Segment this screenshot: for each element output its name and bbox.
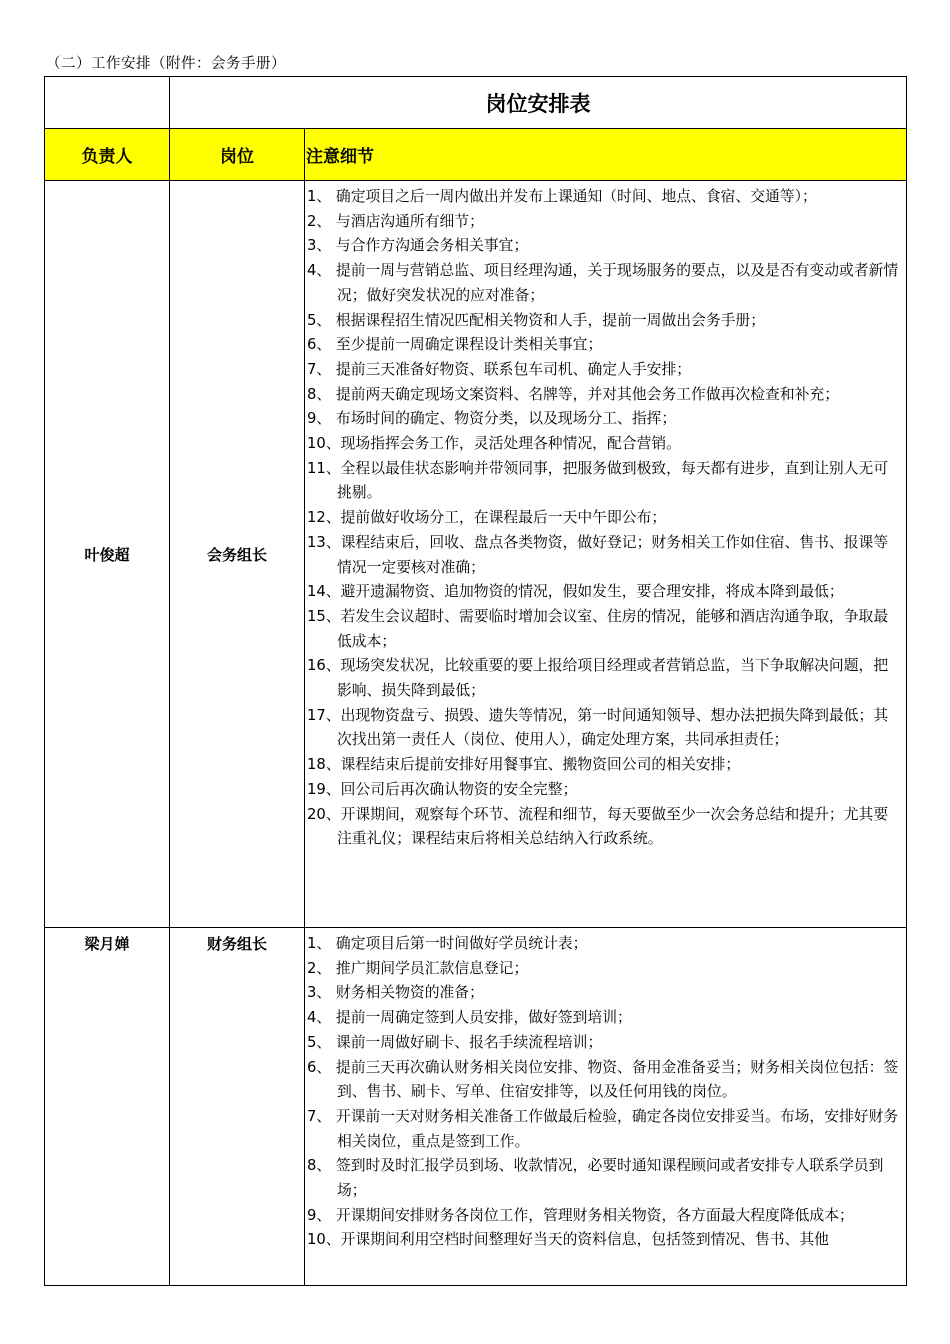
list-item: 20、开课期间，观察每个环节、流程和细节，每天要做至少一次会务总结和提升；尤其要注重礼仪；课程结束后将相关总结纳入行政系统。 [307, 805, 889, 848]
list-item: 19、回公司后再次确认物资的安全完整； [307, 780, 578, 798]
details-cell [305, 928, 907, 1286]
header-person: 负责人 [45, 129, 170, 181]
position-arrangement-table [44, 76, 907, 1286]
list-item: 1、 确定项目后第一时间做好学员统计表； [307, 935, 588, 952]
table-title-row [45, 77, 907, 129]
person-name: 叶俊超 [45, 181, 170, 928]
list-item: 10、开课期间利用空档时间整理好当天的资料信息，包括签到情况、售书、其他 [307, 1231, 829, 1249]
list-item: 8、 签到时及时汇报学员到场、收款情况，必要时通知课程顾问或者安排专人联系学员到场； [307, 1157, 884, 1200]
title-blank-cell [45, 77, 170, 129]
list-item: 4、 提前一周与营销总监、项目经理沟通，关于现场服务的要点，以及是否有变动或者新情况；做好突发状况的应对准备； [307, 262, 899, 304]
header-details: 注意细节 [305, 129, 907, 181]
list-item: 11、全程以最佳状态影响并带领同事，把服务做到极致，每天都有进步，直到让别人无可挑剔。 [307, 459, 889, 502]
list-item: 3、 财务相关物资的准备； [307, 984, 484, 1002]
list-item: 17、出现物资盘亏、损毁、遗失等情况，第一时间通知领导、想办法把损失降到最低；其次找出第一责任人（岗位、使用人），确定处理方案，共同承担责任； [307, 706, 889, 749]
list-item: 7、 开课前一天对财务相关准备工作做最后检验，确定各岗位安排妥当。布场，安排好财务相关岗位，重点是签到工作。 [307, 1107, 899, 1150]
list-item: 6、 提前三天再次确认财务相关岗位安排、物资、备用金准备妥当；财务相关岗位包括：签到、售书、刷卡、写单、住宿安排等，以及任何用钱的岗位。 [307, 1058, 899, 1101]
position-name: 财务组长 [170, 928, 305, 1286]
section-heading: （二）工作安排（附件：会务手册） [46, 56, 286, 72]
list-item: 8、 提前两天确定现场文案资料、名牌等，并对其他会务工作做再次检查和补充； [307, 385, 840, 403]
list-item: 5、 课前一周做好刷卡、报名手续流程培训； [307, 1033, 603, 1051]
list-item: 15、若发生会议超时、需要临时增加会议室、住房的情况，能够和酒店沟通争取，争取最低成本； [307, 607, 889, 650]
list-item: 14、避开遗漏物资、追加物资的情况，假如发生，要合理安排，将成本降到最低； [307, 583, 844, 601]
list-item: 1、 确定项目之后一周内做出并发布上课通知（时间、地点、食宿、交通等）； [307, 188, 817, 205]
list-item: 2、 推广期间学员汇款信息登记； [307, 959, 529, 977]
list-item: 13、课程结束后，回收、盘点各类物资，做好登记；财务相关工作如住宿、售书、报课等情况一定要核对准确； [307, 533, 889, 576]
table-row [45, 181, 907, 928]
list-item: 12、提前做好收场分工，在课程最后一天中午即公布； [307, 509, 667, 527]
table-header-row [45, 129, 907, 181]
table-row [45, 928, 907, 1286]
list-item: 10、现场指挥会务工作，灵活处理各种情况，配合营销。 [307, 435, 681, 453]
details-cell [305, 181, 907, 928]
notes-list [305, 928, 906, 1253]
list-item: 18、课程结束后提前安排好用餐事宜、搬物资回公司的相关安排； [307, 756, 741, 774]
list-item: 7、 提前三天准备好物资、联系包车司机、确定人手安排； [307, 360, 692, 378]
list-item: 5、 根据课程招生情况匹配相关物资和人手，提前一周做出会务手册； [307, 311, 766, 329]
list-item: 3、 与合作方沟通会务相关事宜； [307, 237, 529, 255]
list-item: 6、 至少提前一周确定课程设计类相关事宜； [307, 336, 603, 354]
header-position: 岗位 [170, 129, 305, 181]
position-name: 会务组长 [170, 181, 305, 928]
list-item: 9、 布场时间的确定、物资分类，以及现场分工、指挥； [307, 410, 677, 428]
notes-list [305, 181, 906, 852]
list-item: 4、 提前一周确定签到人员安排，做好签到培训； [307, 1009, 632, 1027]
list-item: 9、 开课期间安排财务各岗位工作，管理财务相关物资，各方面最大程度降低成本； [307, 1206, 854, 1224]
list-item: 2、 与酒店沟通所有细节； [307, 212, 484, 230]
person-name: 梁月婵 [45, 928, 170, 1286]
list-item: 16、现场突发状况，比较重要的要上报给项目经理或者营销总监，当下争取解决问题，把影响、损失降到最低； [307, 657, 889, 700]
table-title: 岗位安排表 [170, 77, 907, 129]
